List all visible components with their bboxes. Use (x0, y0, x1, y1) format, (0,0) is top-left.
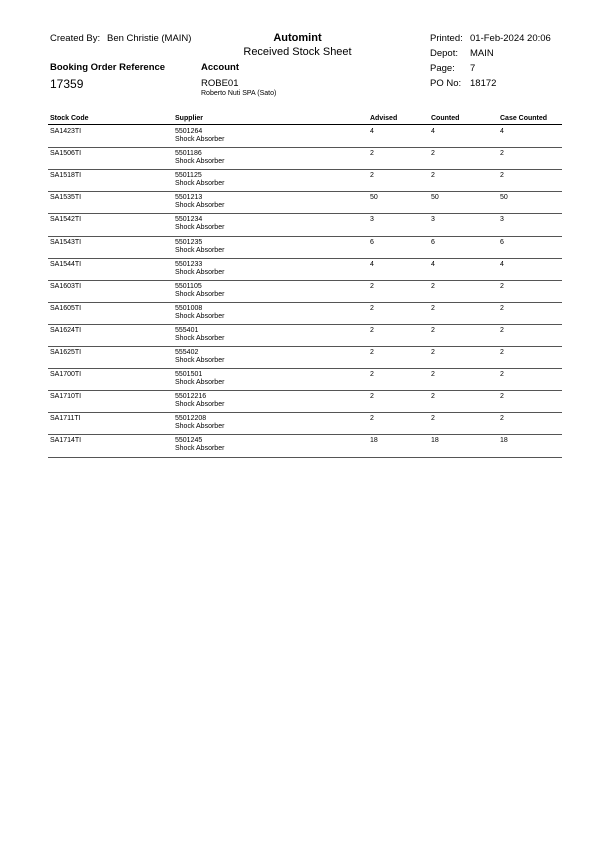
counted-qty: 18 (431, 437, 439, 445)
table-row (48, 171, 562, 193)
printed-label: Printed: (430, 33, 463, 44)
case-counted-qty: 6 (500, 238, 504, 246)
advised-qty: 2 (370, 349, 374, 356)
counted-qty: 2 (431, 282, 435, 290)
table-row (48, 392, 562, 414)
supplier-code: 5501264 (175, 128, 203, 135)
counted-qty: 50 (431, 194, 439, 202)
supplier-code: 555402 (175, 349, 199, 356)
case-counted-qty: 2 (500, 172, 504, 180)
company-name: Automint (273, 32, 322, 44)
po-label: PO No: (430, 78, 462, 89)
row-divider (48, 412, 562, 413)
case-counted-qty: 2 (500, 326, 504, 334)
table-row (48, 193, 562, 215)
advised-qty: 2 (370, 393, 374, 401)
case-counted-qty: 2 (500, 150, 504, 158)
counted-qty: 2 (431, 150, 435, 158)
counted-qty: 2 (431, 326, 435, 334)
case-counted-qty: 2 (500, 415, 504, 423)
supplier-code: 5501234 (175, 216, 203, 224)
supplier-code: 5501213 (175, 194, 203, 202)
advised-qty: 50 (370, 194, 378, 202)
row-divider (48, 346, 562, 347)
stock-code: SA1700TI (50, 371, 82, 379)
counted-qty: 2 (431, 415, 435, 423)
row-divider (48, 280, 562, 281)
page-label: Page: (430, 63, 455, 74)
row-divider (48, 258, 562, 259)
row-divider (48, 434, 562, 435)
advised-qty: 2 (370, 371, 374, 379)
depot-label: Depot: (430, 48, 458, 59)
po-number: 18172 (470, 78, 497, 89)
supplier-code: 5501501 (175, 371, 203, 379)
stock-code: SA1544TI (50, 260, 82, 268)
table-row (48, 260, 562, 282)
advised-qty: 2 (370, 415, 374, 423)
stock-code: SA1535TI (50, 194, 82, 202)
item-description: Shock Absorber (175, 334, 225, 342)
item-description: Shock Absorber (175, 268, 225, 276)
advised-qty: 3 (370, 216, 374, 224)
stock-code: SA1714TI (50, 437, 82, 445)
stock-code: SA1506TI (50, 150, 82, 158)
item-description: Shock Absorber (175, 246, 225, 254)
supplier-code: 5501186 (175, 150, 202, 158)
row-divider (48, 457, 562, 458)
table-row (48, 215, 562, 237)
table-row (48, 370, 562, 392)
table-row (48, 238, 562, 260)
supplier-code: 5501125 (175, 172, 202, 180)
supplier-code: 5501235 (175, 238, 203, 246)
document-title: Received Stock Sheet (243, 46, 352, 58)
counted-qty: 2 (431, 371, 435, 379)
advised-qty: 6 (370, 238, 374, 246)
supplier-code: 555401 (175, 326, 199, 334)
case-counted-qty: 3 (500, 216, 504, 224)
item-description: Shock Absorber (175, 357, 225, 364)
row-divider (48, 324, 562, 325)
row-divider (48, 368, 562, 369)
item-description: Shock Absorber (175, 180, 225, 188)
row-divider (48, 236, 562, 237)
case-counted-qty: 2 (500, 282, 504, 290)
item-description: Shock Absorber (175, 423, 225, 431)
stock-code: SA1423TI (50, 128, 82, 135)
advised-qty: 2 (370, 326, 374, 334)
account-code: ROBE01 (201, 78, 239, 89)
counted-qty: 3 (431, 216, 435, 224)
case-counted-qty: 2 (500, 304, 504, 312)
account-label: Account (201, 62, 239, 73)
case-counted-qty: 50 (500, 194, 508, 202)
counted-qty: 2 (431, 393, 435, 401)
table-row (48, 127, 562, 149)
stock-code: SA1710TI (50, 393, 82, 401)
col-supplier: Supplier (175, 115, 204, 122)
case-counted-qty: 18 (500, 437, 508, 445)
supplier-code: 55012216 (175, 393, 207, 401)
page-number: 7 (470, 63, 476, 74)
supplier-code: 5501105 (175, 282, 202, 290)
supplier-code: 5501233 (175, 260, 203, 268)
table-row (48, 436, 562, 458)
case-counted-qty: 2 (500, 393, 504, 401)
col-case-counted: Case Counted (500, 115, 548, 122)
booking-ref-value: 17359 (50, 77, 84, 91)
table-row (48, 326, 562, 348)
item-description: Shock Absorber (175, 379, 225, 387)
table-row (48, 282, 562, 304)
counted-qty: 2 (431, 349, 435, 356)
col-stock-code: Stock Code (50, 115, 89, 122)
table-row (48, 414, 562, 436)
account-name: Roberto Nuti SPA (Sato) (201, 90, 277, 97)
row-divider (48, 213, 562, 214)
stock-code: SA1518TI (50, 172, 82, 180)
supplier-code: 55012208 (175, 415, 207, 423)
advised-qty: 2 (370, 282, 374, 290)
counted-qty: 2 (431, 172, 435, 180)
stock-code: SA1542TI (50, 216, 82, 224)
stock-code: SA1543TI (50, 238, 82, 246)
row-divider (48, 390, 562, 391)
stock-code: SA1605TI (50, 304, 82, 312)
advised-qty: 2 (370, 172, 374, 180)
item-description: Shock Absorber (175, 290, 225, 298)
advised-qty: 4 (370, 260, 374, 268)
table-row (48, 304, 562, 326)
row-divider (48, 169, 562, 170)
advised-qty: 2 (370, 150, 374, 158)
case-counted-qty: 4 (500, 128, 504, 135)
counted-qty: 4 (431, 128, 435, 135)
row-divider (48, 191, 562, 192)
counted-qty: 4 (431, 260, 435, 268)
created-by-label: Created By: (50, 33, 101, 44)
case-counted-qty: 4 (500, 260, 504, 268)
supplier-code: 5501008 (175, 304, 203, 312)
table-header-divider (48, 124, 562, 125)
advised-qty: 18 (370, 437, 378, 445)
advised-qty: 2 (370, 304, 374, 312)
item-description: Shock Absorber (175, 224, 225, 232)
depot-value: MAIN (470, 48, 494, 59)
item-description: Shock Absorber (175, 202, 225, 210)
row-divider (48, 147, 562, 148)
row-divider (48, 302, 562, 303)
case-counted-qty: 2 (500, 371, 504, 379)
stock-code: SA1711TI (50, 415, 81, 423)
table-row (48, 149, 562, 171)
counted-qty: 6 (431, 238, 435, 246)
supplier-code: 5501245 (175, 437, 203, 445)
stock-code: SA1625TI (50, 349, 82, 356)
created-by-value: Ben Christie (MAIN) (107, 33, 192, 44)
counted-qty: 2 (431, 304, 435, 312)
booking-ref-label: Booking Order Reference (50, 62, 166, 73)
item-description: Shock Absorber (175, 136, 225, 143)
table-row (48, 348, 562, 370)
stock-code: SA1603TI (50, 282, 82, 290)
col-counted: Counted (431, 115, 460, 122)
item-description: Shock Absorber (175, 158, 225, 166)
item-description: Shock Absorber (175, 401, 225, 409)
case-counted-qty: 2 (500, 349, 504, 356)
item-description: Shock Absorber (175, 445, 225, 453)
printed-value: 01-Feb-2024 20:06 (470, 33, 551, 44)
advised-qty: 4 (370, 128, 374, 135)
item-description: Shock Absorber (175, 312, 225, 320)
stock-code: SA1624TI (50, 326, 82, 334)
col-advised: Advised (370, 115, 398, 122)
